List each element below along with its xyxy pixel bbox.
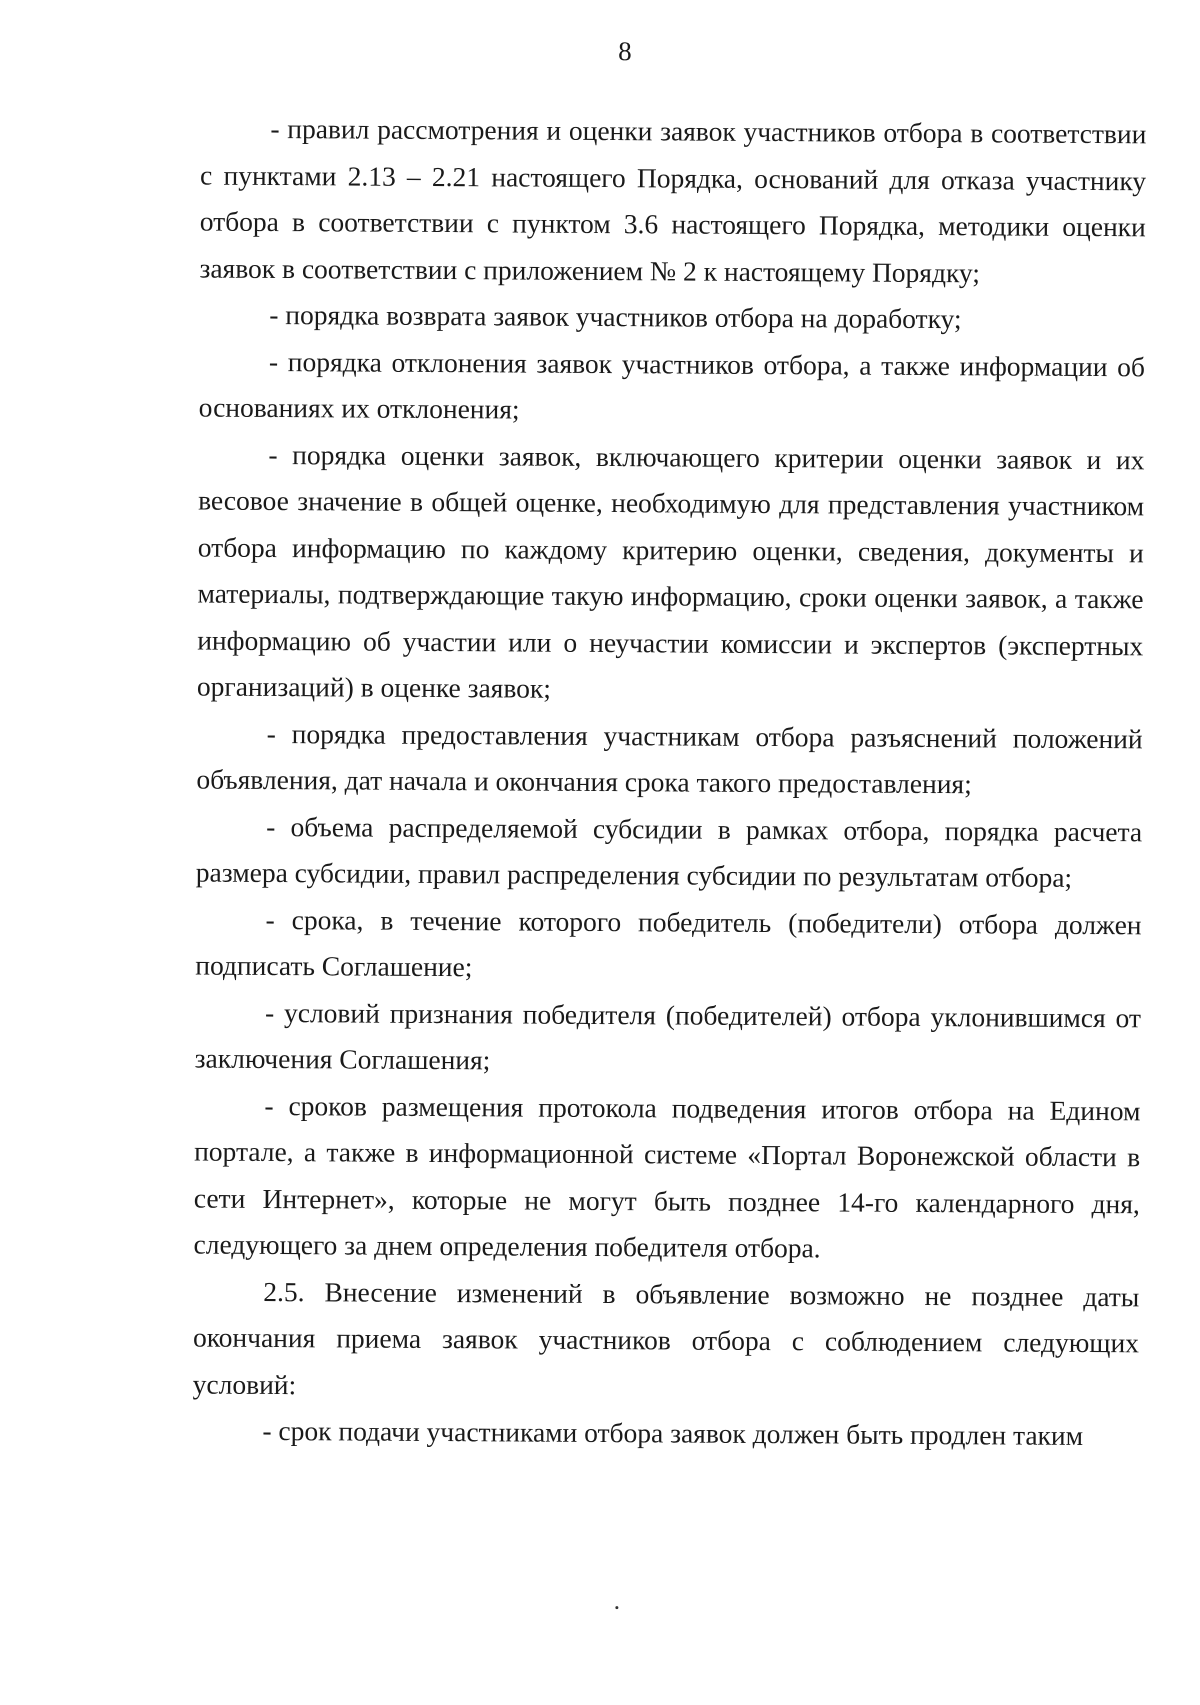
paragraph-rejection-order: - порядка отклонения заявок участников отбора, а также информации об основаниях их отклонения; <box>198 345 1146 425</box>
paragraph-return-order: - порядка возврата заявок участников отбора на доработку; <box>269 298 962 335</box>
paragraph-deadline-extension: - срок подачи участниками отбора заявок должен быть продлен таким <box>262 1414 1084 1451</box>
paragraph-evasion-conditions: - условий признания победителя (победителей) отбора уклонившимся от заключения Соглашения; <box>194 996 1142 1076</box>
paragraph-subsidy-volume: - объема распределяемой субсидии в рамках отбора, порядка расчета размера субсидии, правил распределения субсидии по результатам отбора; <box>195 810 1143 893</box>
page-number: 8 <box>618 36 632 67</box>
paragraph-protocol-terms: - сроков размещения протокола подведения итогов отбора на Едином портале, а также в информационной системе «Портал Воронежской области в сети Интернет», которые не могут быть позднее 14-го календарного дня, следующего за днем определения победителя отбора. <box>193 1089 1141 1264</box>
paragraph-section-2-5: 2.5. Внесение изменений в объявление возможно не позднее даты окончания приема заявок участников отбора с соблюдением следующих условий: <box>192 1275 1140 1400</box>
document-body <box>192 106 1146 1460</box>
paragraph-clarification-order: - порядка предоставления участникам отбора разъяснений положений объявления, дат начала и окончания срока такого предоставления; <box>196 717 1143 800</box>
scan-speck <box>615 1606 618 1609</box>
paragraph-agreement-term: - срока, в течение которого победитель (победители) отбора должен подписать Соглашение; <box>195 903 1142 983</box>
paragraph-review-rules: - правил рассмотрения и оценки заявок участников отбора в соответствии с пунктами 2.13 – 2.21 настоящего Порядка, оснований для отказа участнику отбора в соответствии с пунктом 3.6 настоящего Порядка, методики оценки заявок в соответствии с приложением № 2 к настоящему Порядку; <box>199 112 1147 288</box>
paragraph-evaluation-order: - порядка оценки заявок, включающего критерии оценки заявок и их весовое значение в общей оценке, необходимую для представления участником отбора информацию по каждому критерию оценки, сведения, документы и материалы, подтверждающие такую информацию, сроки оценки заявок, а также информацию об участии или о неучастии комиссии и экспертов (экспертных организаций) в оценке заявок; <box>196 438 1145 704</box>
